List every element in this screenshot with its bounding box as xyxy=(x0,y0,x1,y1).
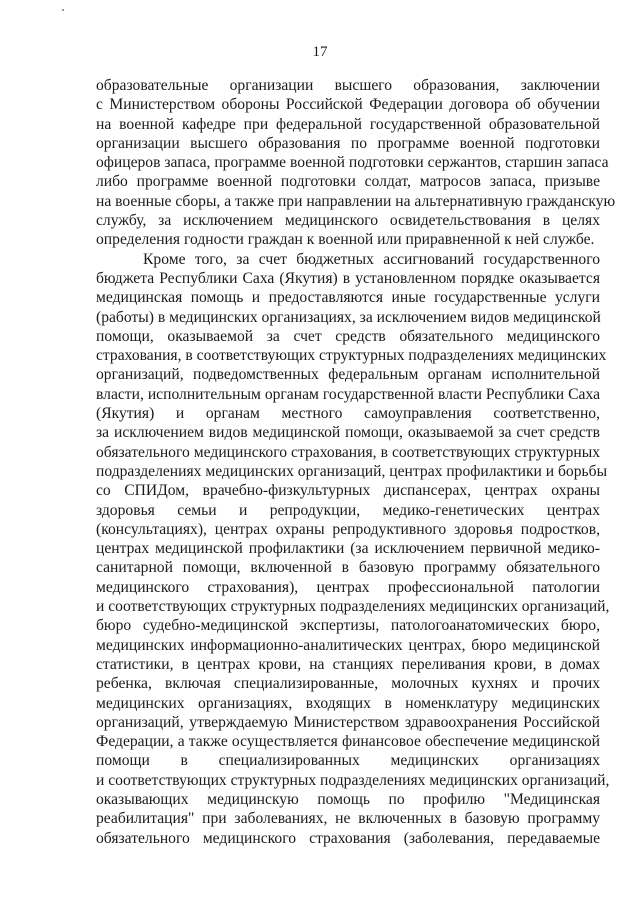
text-line: подразделениях медицинских организаций, центрах профилактики и борьбы xyxy=(96,462,608,480)
text-line: Кроме того, за счет бюджетных ассигнований государственного xyxy=(143,250,600,268)
text-line: (работы) в медицинских организациях, за исключением видов медицинской xyxy=(96,308,601,326)
text-line: медицинских информационно-аналитических центрах, бюро медицинской xyxy=(96,636,600,654)
text-line: (Якутия) и органам местного самоуправления соответственно, xyxy=(96,405,600,423)
page-number: 17 xyxy=(312,44,328,60)
text-line: обязательного медицинского страхования (заболевания, передаваемые xyxy=(96,829,600,847)
text-line: (консультациях), центрах охраны репродуктивного здоровья подростков, xyxy=(96,520,600,538)
text-line: медицинского страхования), центрах профессиональной патологии xyxy=(96,578,600,596)
text-line: реабилитация" при заболеваниях, не включенных в базовую программу xyxy=(96,810,600,828)
text-line: санитарной помощи, включенной в базовую программу обязательного xyxy=(96,559,600,577)
text-line: офицеров запаса, программе военной подготовки сержантов, старшин запаса xyxy=(96,154,609,172)
text-line: на военные сборы, а также при направлении на альтернативную гражданскую xyxy=(96,192,616,210)
text-line: со СПИДом, врачебно-физкультурных диспансерах, центрах охраны xyxy=(96,482,600,500)
scan-mark xyxy=(62,9,64,11)
document-body xyxy=(96,76,616,848)
text-line: либо программе военной подготовки солдат, матросов запаса, призыве xyxy=(96,173,600,191)
text-line: с Министерством обороны Российской Федерации договора об обучении xyxy=(96,96,600,114)
paragraph xyxy=(96,76,616,250)
text-line: Федерации, а также осуществляется финансовое обеспечение медицинской xyxy=(96,733,600,751)
text-line: бюджета Республики Саха (Якутия) в установленном порядке оказывается xyxy=(96,269,600,287)
text-line: и соответствующих структурных подразделениях медицинских организаций, xyxy=(96,771,610,789)
text-line: образовательные организации высшего образования, заключении xyxy=(96,77,600,94)
text-line: обязательного медицинского страхования, в соответствующих структурных xyxy=(96,443,600,461)
text-line: здоровья семьи и репродукции, медико-генетических центрах xyxy=(96,501,600,519)
text-line: на военной кафедре при федеральной государственной образовательной xyxy=(96,115,600,133)
text-line: центрах медицинской профилактики (за исключением первичной медико- xyxy=(96,540,600,558)
text-line: службу, за исключением медицинского освидетельствования в целях xyxy=(96,212,600,230)
text-line: оказывающих медицинскую помощь по профилю "Медицинская xyxy=(96,790,600,808)
text-line: организации высшего образования по программе военной подготовки xyxy=(96,134,600,152)
text-line: медицинских организациях, входящих в номенклатуру медицинских xyxy=(96,694,600,712)
text-line: определения годности граждан к военной или приравненной к ней службе. xyxy=(96,231,595,249)
text-line: помощи в специализированных медицинских организациях xyxy=(96,752,600,770)
text-line: организаций, утверждаемую Министерством здравоохранения Российской xyxy=(96,713,600,731)
paragraph xyxy=(96,250,610,848)
text-line: статистики, в центрах крови, на станциях переливания крови, в домах xyxy=(96,655,600,673)
text-line: ребенка, включая специализированные, молочных кухнях и прочих xyxy=(96,675,600,693)
text-line: помощи, оказываемой за счет средств обязательного медицинского xyxy=(96,327,600,345)
text-line: страхования, в соответствующих структурных подразделениях медицинских xyxy=(96,347,607,365)
text-line: бюро судебно-медицинской экспертизы, патологоанатомических бюро, xyxy=(96,617,600,635)
text-line: за исключением видов медицинской помощи, оказываемой за счет средств xyxy=(96,424,600,442)
text-line: организаций, подведомственных федеральным органам исполнительной xyxy=(96,366,600,384)
text-line: власти, исполнительным органам государственной власти Республики Саха xyxy=(96,385,600,403)
text-line: и соответствующих структурных подразделениях медицинских организаций, xyxy=(96,598,610,616)
text-line: медицинская помощь и предоставляются иные государственные услуги xyxy=(96,289,600,307)
